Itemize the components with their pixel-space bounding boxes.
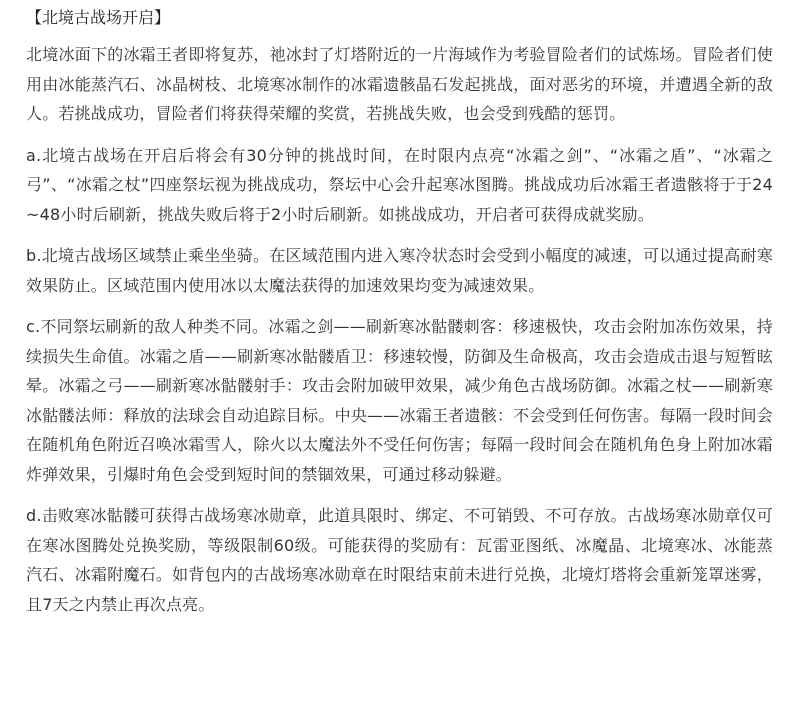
rule-paragraph-c: c.不同祭坛刷新的敌人种类不同。冰霜之剑——刷新寒冰骷髅刺客：移速极快，攻击会附加冻伤效果，持续损失生命值。冰霜之盾——刷新寒冰骷髅盾卫：移速较慢，防御及生命极高，攻击会造成击退与短暂眩晕。冰霜之弓——刷新寒冰骷髅射手：攻击会附加破甲效果，减少角色古战场防御。冰霜之杖——刷新寒冰骷髅法师：释放的法球会自动追踪目标。中央——冰霜王者遗骸：不会受到任何伤害。每隔一段时间会在随机角色附近召唤冰霜雪人，除火以太魔法外不受任何伤害；每隔一段时间会在随机角色身上附加冰霜炸弹效果，引爆时角色会受到短时间的禁锢效果，可通过移动躲避。 [26,317,773,484]
rule-paragraph-a: a.北境古战场在开启后将会有30分钟的挑战时间，在时限内点亮“冰霜之剑”、“冰霜之盾”、“冰霜之弓”、“冰霜之杖”四座祭坛视为挑战成功，祭坛中心会升起寒冰图腾。挑战成功后冰霜王者遗骸将于于24~48小时后刷新，挑战失败后将于2小时后刷新。如挑战成功，开启者可获得成就奖励。 [26,145,773,224]
rule-paragraph-b: b.北境古战场区域禁止乘坐坐骑。在区域范围内进入寒冷状态时会受到小幅度的减速，可以通过提高耐寒效果防止。区域范围内使用冰以太魔法获得的加速效果均变为减速效果。 [26,246,773,295]
rule-paragraph-d: d.击败寒冰骷髅可获得古战场寒冰勋章，此道具限时、绑定、不可销毁、不可存放。古战场寒冰勋章仅可在寒冰图腾处兑换奖励，等级限制60级。可能获得的奖励有：瓦雷亚图纸、冰魔晶、北境寒冰、冰能蒸汽石、冰霜附魔石。如背包内的古战场寒冰勋章在时限结束前未进行兑换，北境灯塔将会重新笼罩迷雾，且7天之内禁止再次点亮。 [26,506,773,614]
intro-paragraph: 北境冰面下的冰霜王者即将复苏，祂冰封了灯塔附近的一片海域作为考验冒险者们的试炼场。冒险者们使用由冰能蒸汽石、冰晶树枝、北境寒冰制作的冰霜遗骸晶石发起挑战，面对恶劣的环境，并遭遇全新的敌人。若挑战成功，冒险者们将获得荣耀的奖赏，若挑战失败，也会受到残酷的惩罚。 [26,45,773,123]
article-title: 【北境古战场开启】 [26,8,171,27]
